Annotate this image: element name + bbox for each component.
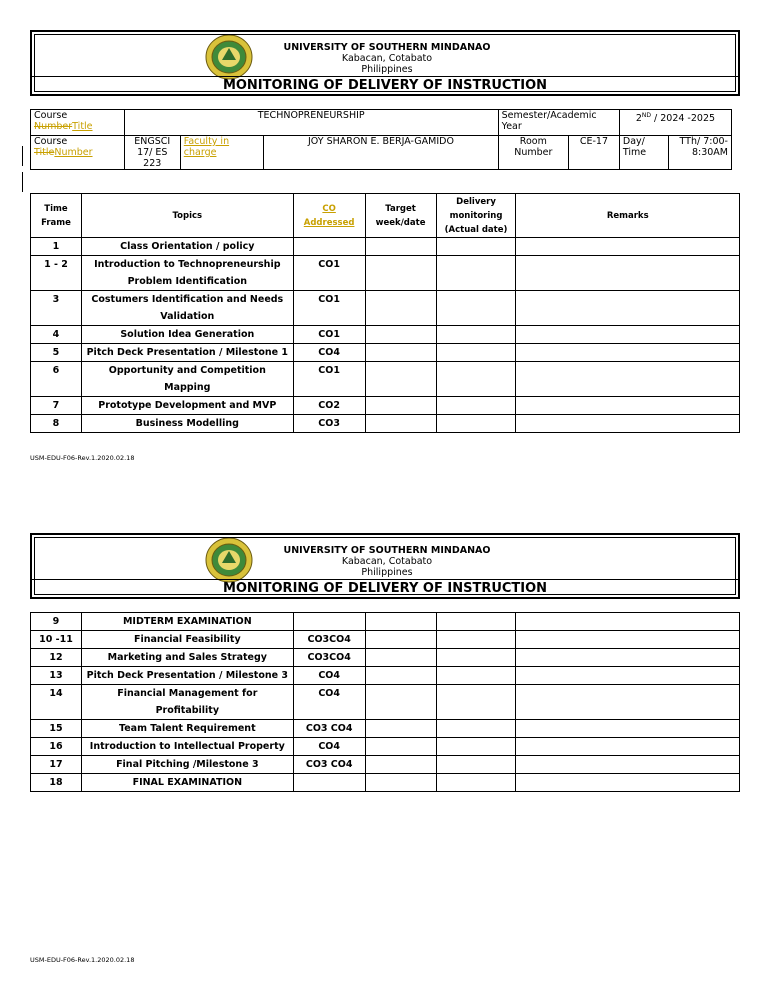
remarks-cell [516,344,740,362]
schedule-row [31,685,740,720]
time-frame-cell: 16 [31,738,82,756]
schedule-row [31,738,740,756]
delivery-cell [436,720,516,738]
time-frame-cell: 1 - 2 [31,256,82,291]
delivery-cell [436,344,516,362]
delivery-cell [436,415,516,433]
faculty-name: JOY SHARON E. BERJA-GAMIDO [264,136,498,170]
time-frame-cell: 10 -11 [31,631,82,649]
topic-cell: Business Modelling [81,415,293,433]
target-cell [365,756,436,774]
topic-cell: Team Talent Requirement [81,720,293,738]
remarks-cell [516,362,740,397]
header-co-addressed: CO Addressed [293,194,365,238]
topic-cell: MIDTERM EXAMINATION [81,613,293,631]
delivery-cell [436,256,516,291]
form-code-footer: USM-EDU-F06-Rev.1.2020.02.18 [30,454,135,462]
schedule-row [31,415,740,433]
schedule-row [31,631,740,649]
co-cell: CO4 [293,667,365,685]
delivery-cell [436,685,516,720]
remarks-cell [516,649,740,667]
topic-cell: Opportunity and Competition Mapping [81,362,293,397]
delivery-cell [436,631,516,649]
semester-label: Semester/Academic Year [498,110,619,136]
remarks-cell [516,397,740,415]
remarks-cell [516,667,740,685]
topic-cell: Prototype Development and MVP [81,397,293,415]
remarks-cell [516,756,740,774]
delivery-cell [436,362,516,397]
university-block [262,42,512,75]
university-seal-icon [205,34,253,80]
co-cell: CO1 [293,326,365,344]
university-name: UNIVERSITY OF SOUTHERN MINDANAO [283,545,491,556]
delivery-cell [436,238,516,256]
co-cell: CO1 [293,291,365,326]
schedule-row [31,756,740,774]
course-info-table [30,109,732,170]
course-number-label: Course NumberTitle [31,110,125,136]
co-cell: CO3 CO4 [293,756,365,774]
header-topics: Topics [81,194,293,238]
university-country: Philippines [361,64,413,75]
document-header [30,30,740,96]
topic-cell: Financial Feasibility [81,631,293,649]
room-label: Room Number [498,136,568,170]
time-frame-cell: 15 [31,720,82,738]
co-cell: CO4 [293,344,365,362]
time-frame-cell: 8 [31,415,82,433]
topic-cell: Final Pitching /Milestone 3 [81,756,293,774]
remarks-cell [516,415,740,433]
co-cell [293,238,365,256]
topic-cell: Pitch Deck Presentation / Milestone 3 [81,667,293,685]
daytime-value: TTh/ 7:00-8:30AM [668,136,731,170]
schedule-row [31,291,740,326]
topic-cell: Financial Management for Profitability [81,685,293,720]
delivery-cell [436,326,516,344]
topic-cell: Solution Idea Generation [81,326,293,344]
time-frame-cell: 6 [31,362,82,397]
target-cell [365,397,436,415]
topic-cell: Marketing and Sales Strategy [81,649,293,667]
topic-cell: Costumers Identification and Needs Validation [81,291,293,326]
remarks-cell [516,738,740,756]
co-cell [293,774,365,792]
header-delivery: Delivery monitoring (Actual date) [436,194,516,238]
schedule-row [31,774,740,792]
time-frame-cell: 3 [31,291,82,326]
target-cell [365,291,436,326]
document-title: MONITORING OF DELIVERY OF INSTRUCTION [32,579,738,597]
university-country: Philippines [361,567,413,578]
delivery-cell [436,738,516,756]
schedule-row [31,720,740,738]
form-code-footer: USM-EDU-F06-Rev.1.2020.02.18 [30,956,135,964]
document-title: MONITORING OF DELIVERY OF INSTRUCTION [32,76,738,94]
co-cell: CO4 [293,685,365,720]
time-frame-cell: 5 [31,344,82,362]
faculty-label: Faculty in charge [180,136,264,170]
co-cell: CO3 CO4 [293,720,365,738]
topic-cell: Class Orientation / policy [81,238,293,256]
delivery-cell [436,397,516,415]
target-cell [365,774,436,792]
course-code: ENGSCI 17/ ES 223 [124,136,180,170]
schedule-row [31,238,740,256]
time-frame-cell: 12 [31,649,82,667]
schedule-row [31,326,740,344]
target-cell [365,256,436,291]
delivery-cell [436,613,516,631]
schedule-row [31,667,740,685]
target-cell [365,649,436,667]
schedule-table-page1 [30,193,740,433]
target-cell [365,738,436,756]
target-cell [365,344,436,362]
schedule-row [31,649,740,667]
time-frame-cell: 13 [31,667,82,685]
time-frame-cell: 7 [31,397,82,415]
delivery-cell [436,649,516,667]
university-city: Kabacan, Cotabato [341,53,433,64]
co-cell: CO1 [293,362,365,397]
delivery-cell [436,774,516,792]
target-cell [365,238,436,256]
target-cell [365,326,436,344]
co-cell: CO3CO4 [293,649,365,667]
remarks-cell [516,774,740,792]
co-cell: CO4 [293,738,365,756]
remarks-cell [516,613,740,631]
margin-mark [22,146,23,166]
schedule-row [31,256,740,291]
time-frame-cell: 4 [31,326,82,344]
remarks-cell [516,631,740,649]
target-cell [365,720,436,738]
target-cell [365,667,436,685]
topic-cell: Introduction to Technopreneurship Problem Identification [81,256,293,291]
co-cell: CO3 [293,415,365,433]
target-cell [365,631,436,649]
schedule-row [31,344,740,362]
daytime-label: Day/ Time [619,136,668,170]
target-cell [365,685,436,720]
delivery-cell [436,756,516,774]
time-frame-cell: 18 [31,774,82,792]
remarks-cell [516,291,740,326]
time-frame-cell: 1 [31,238,82,256]
university-seal-icon [205,537,253,583]
co-cell [293,613,365,631]
topic-cell: Pitch Deck Presentation / Milestone 1 [81,344,293,362]
header-time-frame: Time Frame [31,194,82,238]
university-name: UNIVERSITY OF SOUTHERN MINDANAO [283,42,491,53]
course-title-label: Course TitleNumber [31,136,125,170]
university-city: Kabacan, Cotabato [341,556,433,567]
header-target: Target week/date [365,194,436,238]
target-cell [365,362,436,397]
topic-cell: FINAL EXAMINATION [81,774,293,792]
remarks-cell [516,685,740,720]
course-title-value: TECHNOPRENEURSHIP [124,110,498,136]
target-cell [365,613,436,631]
remarks-cell [516,720,740,738]
schedule-row [31,362,740,397]
remarks-cell [516,238,740,256]
schedule-row [31,397,740,415]
semester-value: 2ND / 2024 -2025 [619,110,731,136]
university-block [262,545,512,578]
header-remarks: Remarks [516,194,740,238]
topic-cell: Introduction to Intellectual Property [81,738,293,756]
target-cell [365,415,436,433]
time-frame-cell: 14 [31,685,82,720]
co-cell: CO1 [293,256,365,291]
time-frame-cell: 9 [31,613,82,631]
time-frame-cell: 17 [31,756,82,774]
co-cell: CO2 [293,397,365,415]
schedule-table-page2 [30,612,740,792]
schedule-row [31,613,740,631]
margin-mark [22,172,23,192]
remarks-cell [516,326,740,344]
delivery-cell [436,667,516,685]
delivery-cell [436,291,516,326]
document-header-page2 [30,533,740,599]
remarks-cell [516,256,740,291]
room-value: CE-17 [568,136,619,170]
co-cell: CO3CO4 [293,631,365,649]
